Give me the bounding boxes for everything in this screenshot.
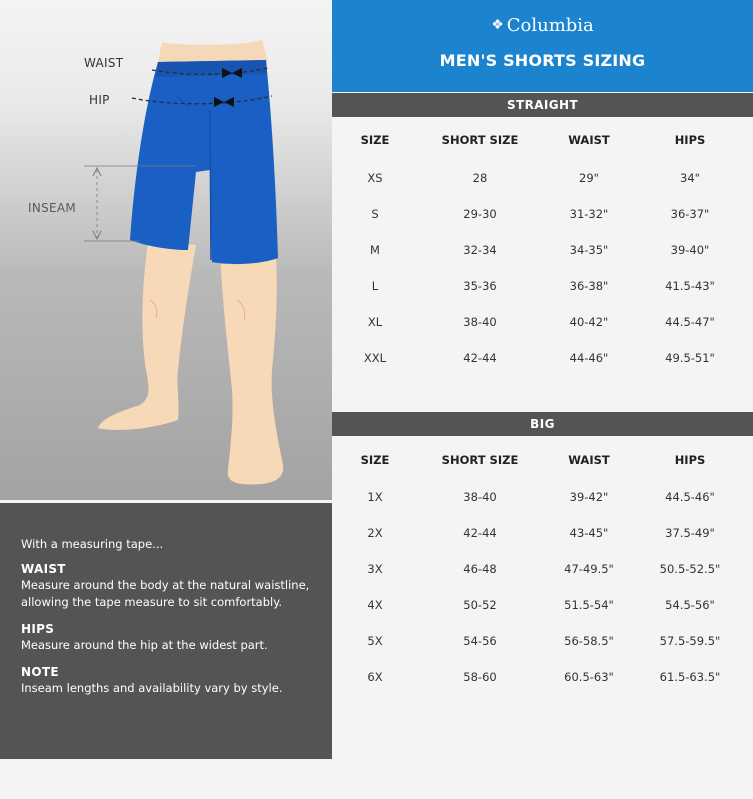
table-cell: 38-40 bbox=[463, 490, 497, 504]
torso-shape bbox=[158, 40, 268, 62]
brand-name: Columbia bbox=[506, 15, 594, 36]
table-cell: 34" bbox=[680, 171, 700, 185]
hips-text: Measure around the hip at the widest part. bbox=[21, 638, 268, 652]
table-cell: 42-44 bbox=[463, 351, 497, 365]
inseam-label: INSEAM bbox=[28, 201, 77, 215]
table-cell: 43-45" bbox=[569, 526, 609, 540]
straight-size-table bbox=[332, 133, 753, 371]
column-header: WAIST bbox=[568, 133, 610, 147]
table-cell: 5X bbox=[367, 634, 383, 648]
table-row bbox=[332, 670, 753, 690]
table-cell: 4X bbox=[367, 598, 383, 612]
column-header: SHORT SIZE bbox=[441, 453, 519, 467]
table-cell: S bbox=[371, 207, 379, 221]
waist-text: Measure around the body at the natural waistline, allowing the tape measure to sit comfortably. bbox=[21, 578, 310, 609]
instructions-intro: With a measuring tape... bbox=[21, 537, 164, 551]
table-cell: 61.5-63.5" bbox=[659, 670, 721, 684]
table-cell: 54-56 bbox=[463, 634, 497, 648]
hips-heading: HIPS bbox=[21, 622, 55, 636]
page-title: MEN'S SHORTS SIZING bbox=[439, 51, 646, 70]
table-cell: XL bbox=[367, 315, 383, 329]
table-row bbox=[332, 243, 753, 263]
table-cell: 34-35" bbox=[569, 243, 609, 257]
table-cell: XS bbox=[367, 171, 383, 185]
big-section-bar: BIG bbox=[332, 412, 753, 436]
note-heading: NOTE bbox=[21, 665, 59, 679]
table-cell: 39-42" bbox=[569, 490, 609, 504]
table-row bbox=[332, 526, 753, 546]
column-header: SHORT SIZE bbox=[441, 133, 519, 147]
shorts-illustration bbox=[0, 0, 332, 500]
table-cell: 37.5-49" bbox=[665, 526, 715, 540]
table-row bbox=[332, 351, 753, 371]
table-cell: 51.5-54" bbox=[564, 598, 614, 612]
table-cell: 44-46" bbox=[569, 351, 609, 365]
big-size-table bbox=[332, 453, 753, 690]
straight-section-bar: STRAIGHT bbox=[332, 93, 753, 117]
shorts-shape bbox=[130, 60, 278, 264]
table-cell: 46-48 bbox=[463, 562, 497, 576]
table-cell: 42-44 bbox=[463, 526, 497, 540]
table-cell: 1X bbox=[367, 490, 383, 504]
table-cell: 54.5-56" bbox=[665, 598, 715, 612]
table-cell: 41.5-43" bbox=[665, 279, 715, 293]
table-cell: 50.5-52.5" bbox=[659, 562, 721, 576]
table-cell: 6X bbox=[367, 670, 383, 684]
table-cell: 32-34 bbox=[463, 243, 497, 257]
table-cell: L bbox=[371, 279, 379, 293]
table-cell: 40-42" bbox=[569, 315, 609, 329]
table-cell: 50-52 bbox=[463, 598, 497, 612]
column-header: WAIST bbox=[568, 453, 610, 467]
waist-heading: WAIST bbox=[21, 562, 66, 576]
table-cell: 39-40" bbox=[670, 243, 710, 257]
figure-drawing bbox=[0, 0, 332, 500]
table-cell: 60.5-63" bbox=[564, 670, 614, 684]
table-row bbox=[332, 490, 753, 510]
table-cell: 44.5-47" bbox=[665, 315, 715, 329]
table-cell: 2X bbox=[367, 526, 383, 540]
column-header: SIZE bbox=[360, 133, 390, 147]
table-header-row bbox=[332, 133, 753, 153]
table-row bbox=[332, 279, 753, 299]
brand-logo bbox=[332, 15, 753, 36]
hip-label: HIP bbox=[89, 93, 110, 107]
measuring-instructions bbox=[0, 503, 332, 759]
table-cell: 3X bbox=[367, 562, 383, 576]
table-cell: 38-40 bbox=[463, 315, 497, 329]
table-row bbox=[332, 207, 753, 227]
table-row bbox=[332, 171, 753, 191]
column-header: HIPS bbox=[674, 453, 706, 467]
table-cell: XXL bbox=[363, 351, 387, 365]
table-cell: 35-36 bbox=[463, 279, 497, 293]
table-cell: 36-37" bbox=[670, 207, 710, 221]
waist-label: WAIST bbox=[84, 56, 124, 70]
table-row bbox=[332, 315, 753, 335]
note-text: Inseam lengths and availability vary by style. bbox=[21, 681, 283, 695]
table-cell: 57.5-59.5" bbox=[659, 634, 721, 648]
table-cell: 28 bbox=[472, 171, 488, 185]
table-cell: 49.5-51" bbox=[665, 351, 715, 365]
table-cell: 58-60 bbox=[463, 670, 497, 684]
chart-header bbox=[332, 0, 753, 92]
left-leg-shape bbox=[98, 240, 196, 430]
table-row bbox=[332, 598, 753, 618]
table-cell: 56-58.5" bbox=[564, 634, 614, 648]
table-cell: M bbox=[370, 243, 380, 257]
column-header: SIZE bbox=[360, 453, 390, 467]
table-header-row bbox=[332, 453, 753, 473]
table-row bbox=[332, 634, 753, 654]
table-cell: 31-32" bbox=[569, 207, 609, 221]
table-cell: 44.5-46" bbox=[665, 490, 715, 504]
table-cell: 29" bbox=[579, 171, 599, 185]
column-header: HIPS bbox=[674, 133, 706, 147]
table-row bbox=[332, 562, 753, 582]
table-cell: 29-30 bbox=[463, 207, 497, 221]
table-cell: 36-38" bbox=[569, 279, 609, 293]
table-cell: 47-49.5" bbox=[564, 562, 614, 576]
diamond-logo-icon: ❖ bbox=[491, 17, 504, 33]
right-leg-shape bbox=[220, 250, 283, 484]
